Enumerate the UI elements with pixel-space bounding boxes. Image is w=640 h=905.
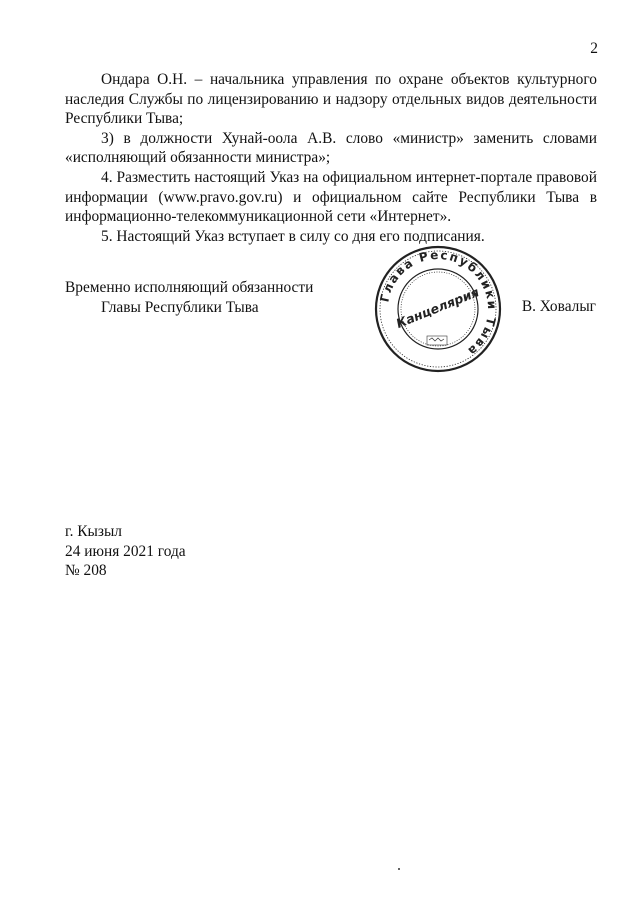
stamp-outer-text: Глава Республики Тыва bbox=[377, 247, 500, 360]
footer-mark bbox=[398, 868, 400, 870]
place-date-block bbox=[65, 522, 186, 581]
document-number: № 208 bbox=[65, 562, 107, 580]
page-number: 2 bbox=[590, 40, 598, 57]
paragraph-4: 4. Разместить настоящий Указ на официальном интернет-портале правовой информации (www.pravo.gov.ru) и официальном сайте Республики Тыва в информационно-телекоммуникационной сети «Интернет». bbox=[65, 168, 597, 226]
official-stamp-seal bbox=[373, 244, 503, 374]
city: г. Кызыл bbox=[65, 523, 122, 540]
signatory-title-line1: Временно исполняющий обязанности bbox=[65, 279, 314, 296]
paragraph-5: 5. Настоящий Указ вступает в силу со дня его подписания. bbox=[101, 227, 485, 245]
document-body bbox=[65, 70, 597, 246]
signatory-title bbox=[65, 278, 313, 317]
paragraph-3: 3) в должности Хунай-оола А.В. слово «министр» заменить словами «исполняющий обязанности министра»; bbox=[65, 129, 597, 167]
paragraph-appointment: Ондара О.Н. – начальника управления по охране объектов культурного наследия Службы по лицензированию и надзору отдельных видов деятельности Республики Тыва; bbox=[65, 71, 597, 128]
stamp-inner-text: Канцелярия bbox=[393, 284, 482, 332]
signatory-title-line2: Главы Республики Тыва bbox=[101, 298, 259, 316]
document-date: 24 июня 2021 года bbox=[65, 542, 186, 560]
signatory-name: В. Ховалыг bbox=[521, 298, 596, 315]
